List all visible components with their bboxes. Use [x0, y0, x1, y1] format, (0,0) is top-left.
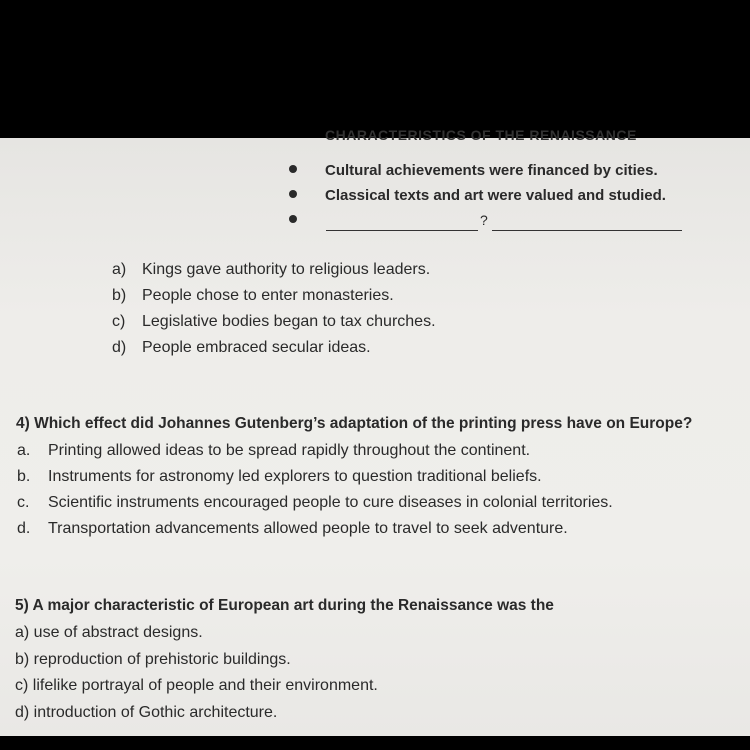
- q3-option-a-letter: a): [112, 261, 127, 278]
- q3-option-a-text: Kings gave authority to religious leaders.: [142, 261, 431, 278]
- bottom-dark-edge: [0, 736, 750, 750]
- bullet-icon: [289, 165, 297, 173]
- q3-option-d-letter: d): [112, 339, 127, 356]
- q4-option-d-letter: d.: [17, 520, 31, 537]
- blank-line-right: [492, 230, 682, 231]
- q3-option-c-text: Legislative bodies began to tax churches.: [142, 313, 436, 330]
- box-header: CHARACTERISTICS OF THE RENAISSANCE: [325, 127, 637, 143]
- q4-question: 4) Which effect did Johannes Gutenberg’s adaptation of the printing press have on Europe?: [16, 415, 693, 432]
- q5-option-c: c) lifelike portrayal of people and their environment.: [15, 677, 378, 694]
- q3-option-b-text: People chose to enter monasteries.: [142, 287, 394, 304]
- bullet-icon: [289, 215, 297, 223]
- q5-option-d: d) introduction of Gothic architecture.: [15, 704, 278, 721]
- q4-option-c-letter: c.: [17, 494, 30, 511]
- blank-line-left: [326, 230, 478, 231]
- q4-option-a-letter: a.: [17, 442, 31, 459]
- q4-option-b-text: Instruments for astronomy led explorers to question traditional beliefs.: [48, 468, 542, 485]
- q5-option-a: a) use of abstract designs.: [15, 624, 203, 641]
- q4-option-a-text: Printing allowed ideas to be spread rapidly throughout the continent.: [48, 442, 531, 459]
- q5-question: 5) A major characteristic of European art during the Renaissance was the: [15, 597, 554, 614]
- q3-option-c-letter: c): [112, 313, 126, 330]
- q4-option-c-text: Scientific instruments encouraged people to cure diseases in colonial territories.: [48, 494, 613, 511]
- q5-option-b: b) reproduction of prehistoric buildings.: [15, 651, 291, 668]
- worksheet-page: [0, 127, 750, 736]
- q4-option-b-letter: b.: [17, 468, 31, 485]
- q3-option-d-text: People embraced secular ideas.: [142, 339, 371, 356]
- q3-option-b-letter: b): [112, 287, 127, 304]
- box-bullet-2: Classical texts and art were valued and studied.: [325, 187, 666, 204]
- q4-option-d-text: Transportation advancements allowed people to travel to seek adventure.: [48, 520, 568, 537]
- box-bullet-1: Cultural achievements were financed by cities.: [325, 162, 658, 179]
- bullet-icon: [289, 190, 297, 198]
- box-bullet-blank: ?: [480, 212, 488, 228]
